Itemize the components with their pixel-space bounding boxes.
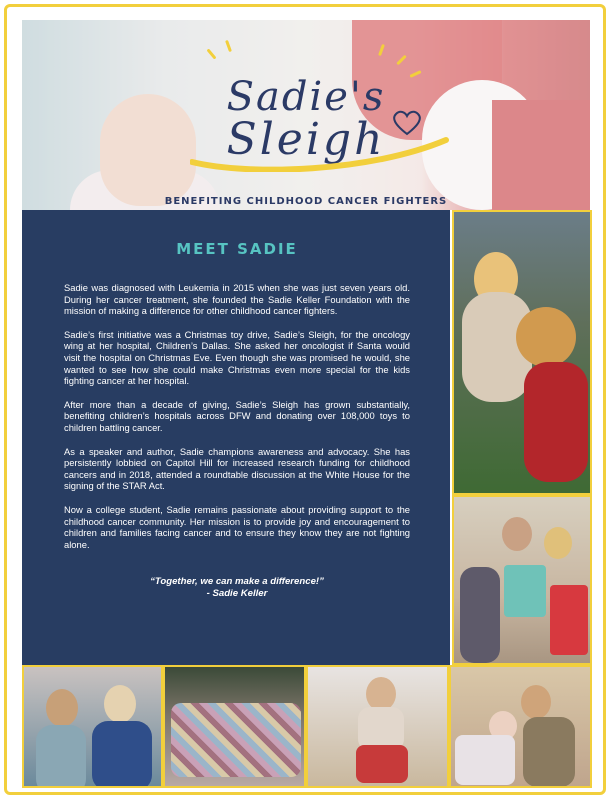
photo-girls-with-gifts [22,665,163,788]
logo-text-sleigh: Sleigh [226,114,386,165]
photo-dog-sweater [524,362,588,482]
paragraph: Sadie’s first initiative was a Christmas toy drive, Sadie’s Sleigh, for the oncology wing at her hospital, Children’s Dallas. She asked her oncologist if Santa would visit the hospital on Christmas Eve. Even though she was promised he would, she wanted to see how she could make Christmas even more special for the kids fighting cancer at her hospital. [64,328,410,387]
photo-toy-donation [452,495,592,665]
photo-woman-head [502,517,532,551]
photo-girl-body [523,717,575,787]
header-banner [22,20,590,210]
photo-toy-collection-aerial [163,665,306,788]
paragraph: As a speaker and author, Sadie champions awareness and advocacy. She has persistently lobbied on Capitol Hill for increased research funding for childhood cancers and in 2018, attended a roundtable discussion at the White House for the signing of the STAR Act. [64,445,410,492]
quote-text: “Together, we can make a difference!” [150,576,324,588]
photo-boy-body [460,567,500,663]
quote [64,576,410,600]
photo-girl-with-baby [449,665,592,788]
logo-swoosh-icon [190,132,450,172]
photo-girl-body [92,721,152,788]
photo-girl-head [544,527,572,559]
tagline: BENEFITING CHILDHOOD CANCER FIGHTERS [164,196,448,207]
paragraph: Now a college student, Sadie remains passionate about providing support to the childhood cancer community. Her mission is to provide joy and encouragement to children and families facing cancer and to ensure they know they are not fighting alone. [64,503,410,550]
photo-child-with-toys [306,665,449,788]
heart-icon [392,110,422,136]
photo-child-head [366,677,396,711]
photo-girl-head [521,685,551,719]
photo-dog-head [516,307,576,367]
photo-toy-car [356,745,408,783]
photo-girl-body [36,725,86,788]
logo-text-sadies: Sadie's [226,74,386,120]
photo-toy-piles [171,703,301,777]
photo-gift-box [455,735,515,785]
photo-sadie-with-dog [452,210,592,495]
section-heading: MEET SADIE [176,240,298,258]
photo-girl-head [46,689,78,727]
paragraph: Sadie was diagnosed with Leukemia in 2015 when she was just seven years old. During her cancer treatment, she founded the Sadie Keller Foundation with the mission of making a difference for other childhood cancer fighters. [64,282,410,317]
photo-toy-box [550,585,588,655]
quote-author: - Sadie Keller [206,588,268,600]
photo-girl-head [104,685,136,723]
photo-toy-box [504,565,546,617]
paragraph: After more than a decade of giving, Sadie’s Sleigh has grown substantially, benefiting children’s hospitals across DFW and donating over 108,000 toys to children battling cancer. [64,398,410,433]
meet-sadie-panel [22,210,450,665]
